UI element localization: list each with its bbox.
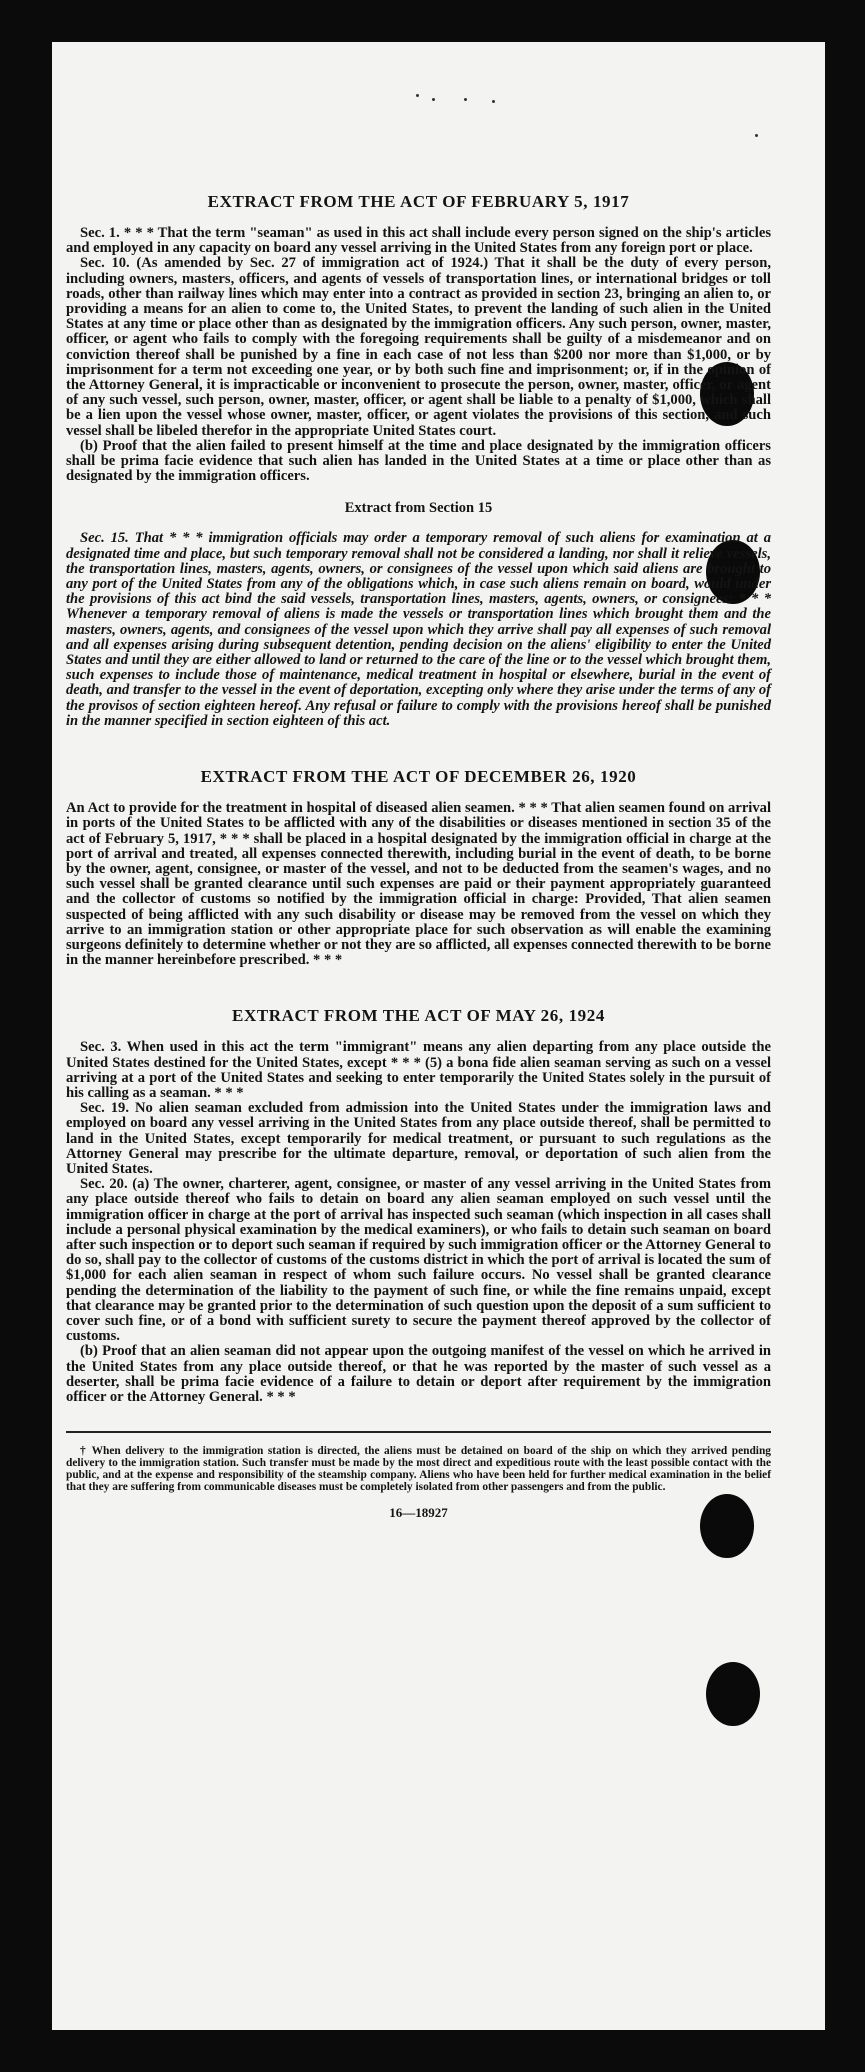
paragraph: Sec. 1. * * * That the term "seaman" as used in this act shall include every person signed on the ship's articles and employed in any capacity on board any vessel arriving in the United States from any foreign port or place. [66, 225, 771, 257]
page-number: 16—18927 [389, 1505, 448, 1521]
section-subheading: Extract from Section 15 [344, 500, 493, 517]
punch-hole [706, 1662, 760, 1726]
paragraph: Sec. 20. (a) The owner, charterer, agent, consignee, or master of any vessel arriving in the United States from any place outside thereof who fails to detain on board any alien seaman employed on such vessel until the immigration officer in charge at the port of arrival has inspected such seaman (which inspection in all cases shall include a personal physical examination by the medical examiners), or who fails to detain such seaman on board after such inspection or to deport such seaman if required by such immigration officer or the Attorney General to do so, shall pay to the collector of customs of the customs district in which the port of arrival is located the sum of $1,000 for each alien seaman in respect of whom such failure occurs. No vessel shall be granted clearance pending the determination of the liability to the payment of such fine, or while the fine remains unpaid, except that clearance may be granted prior to the determination of such question upon the deposit of a sum sufficient to cover such fine, or of a bond with sufficient surety to secure the payment thereof approved by the collector of customs. [66, 1176, 771, 1345]
paragraph: (b) Proof that an alien seaman did not appear upon the outgoing manifest of the vessel on which he arrived in the United States from any place outside thereof, or that he was reported by the master of such vessel as a deserter, shall be prima facie evidence of a failure to detain or deport after requirement by the immigration officer or the Attorney General. * * * [66, 1343, 771, 1405]
section-heading: EXTRACT FROM THE ACT OF FEBRUARY 5, 1917 [207, 192, 630, 211]
paragraph: Sec. 19. No alien seaman excluded from admission into the United States under the immigration laws and employed on board any vessel arriving in the United States from any place outside thereof, shall be permitted to land in the United States, except temporarily for medical treatment, or pursuant to such regulations as the Attorney General may prescribe for the ultimate departure, removal, or deportation of such alien from the United States. [66, 1100, 771, 1177]
footnote-divider [66, 1431, 771, 1433]
paragraph: Sec. 10. (As amended by Sec. 27 of immigration act of 1924.) That it shall be the duty of every person, including owners, masters, officers, and agents of vessels of transportation lines, or international bridges or toll roads, other than railway lines which may enter into a contract as provided in section 23, bringing an alien to, or providing a means for an alien to come to, the United States, to prevent the landing of such alien in the United States at any time or place other than as designated by the immigration officers. Any such person, owner, master, officer, or agent who fails to comply with the foregoing requirements shall be guilty of a misdemeanor and on conviction thereof shall be punished by a fine in each case of not less than $200 nor more than $1,000, or by imprisonment for a term not exceeding one year, or by both such fine and imprisonment; or, if in the opinion of the Attorney General, it is impracticable or inconvenient to prosecute the person, owner, master, officer, or agent of any such vessel, such person, owner, master, officer, or agent shall be liable to a penalty of $1,000, which shall be a lien upon the vessel whose owner, master, officer, or agent violates the provisions of this section, and such vessel shall be libeled therefor in the appropriate United States court. [66, 255, 771, 439]
paragraph: Sec. 3. When used in this act the term "immigrant" means any alien departing from any place outside the United States destined for the United States, except * * * (5) a bona fide alien seaman serving as such on a vessel arriving at a port of the United States and seeking to enter temporarily the United States solely in the pursuit of his calling as a seaman. * * * [66, 1039, 771, 1101]
paragraph: (b) Proof that the alien failed to present himself at the time and place designated by the immigration officers shall be prima facie evidence that such alien has landed in the United States at a time or place other than as designated by the immigration officers. [66, 437, 771, 485]
footnote: † When delivery to the immigration station is directed, the aliens must be detained on board of the ship on which they arrived pending delivery to the immigration station. Such transfer must be made by the most direct and expeditious route with the least possible contact with the public, and at the expense and responsibility of the steamship company. Aliens who have been held for further medical examination in the belief that they are suffering from communicable diseases must be completely isolated from other passengers and from the public. [66, 1444, 771, 1494]
section-heading: EXTRACT FROM THE ACT OF MAY 26, 1924 [232, 1006, 605, 1026]
section-heading: EXTRACT FROM THE ACT OF DECEMBER 26, 1920 [200, 767, 637, 787]
paragraph-italic: Sec. 15. That * * * immigration officials may order a temporary removal of such aliens for examination at a designated time and place, but such temporary removal shall not be considered a landing, nor shall it relieve vessels, the transportation lines, masters, agents, owners, or consignees of the vessel upon which said aliens are brought to any port of the United States from any of the obligations which, in case such aliens remain on board, would under the provisions of this act bind the said vessels, transportation lines, masters, agents, owners, or consignees: * * * Whenever a temporary removal of aliens is made the vessels or transportation lines which brought them and the masters, owners, agents, and consignees of the vessel upon which they arrive shall pay all expenses of such removal and all expenses arising during subsequent detention, pending decision on the aliens' eligibility to enter the United States and until they are either allowed to land or returned to the care of the line or to the vessel which brought them, such expenses to include those of maintenance, medical treatment in hospital or elsewhere, burial in the event of death, and transfer to the vessel in the event of deportation, excepting only where they arise under the terms of any of the provisos of section eighteen hereof. Any refusal or failure to comply with the provisions hereof shall be punished in the manner specified in section eighteen of this act. [66, 530, 771, 729]
document-content [66, 150, 771, 1521]
paragraph: An Act to provide for the treatment in hospital of diseased alien seamen. * * * That alien seamen found on arrival in ports of the United States to be afflicted with any of the disabilities or diseases mentioned in section 35 of the act of February 5, 1917, * * * shall be placed in a hospital designated by the immigration official in charge at the port of arrival and treated, all expenses connected therewith, including burial in the event of death, to be borne by the owner, agent, consignee, or master of the vessel, and not to be deducted from the seamen's wages, and no such vessel shall be granted clearance until such expenses are paid or their payment appropriately guaranteed and the collector of customs so notified by the immigration official in charge: Provided, That alien seamen suspected of being afflicted with any such disability or disease may be removed from the vessel on which they arrive to an immigration station or other appropriate place for such observation as will enable the examining surgeons definitely to determine whether or not they are so afflicted, all expenses connected therewith to be borne in the manner hereinbefore prescribed. * * * [66, 800, 771, 969]
